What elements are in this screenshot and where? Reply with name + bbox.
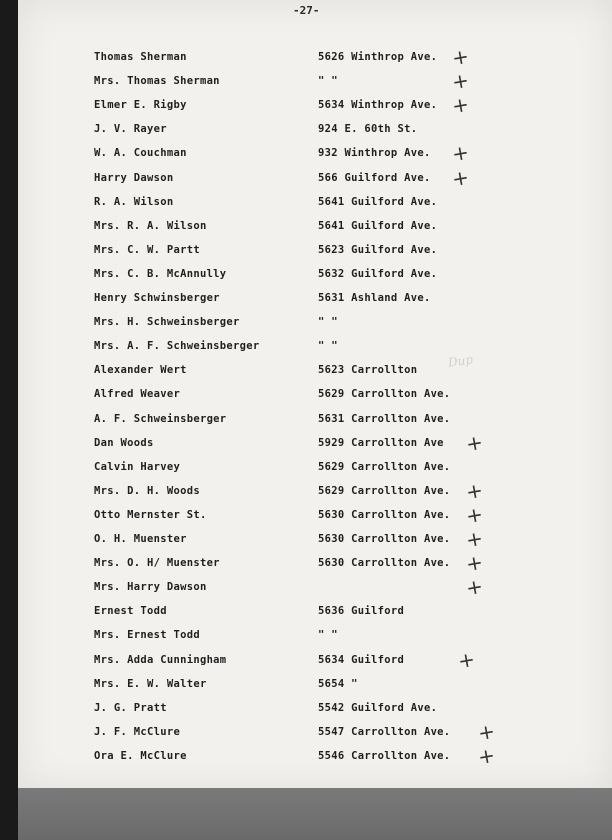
entry-address: " " [318,75,338,88]
list-item [0,429,612,457]
handwritten-check-mark: + [464,429,486,456]
entry-address: 5929 Carrollton Ave [318,436,444,449]
list-item [0,364,612,384]
list-item [0,91,612,119]
list-item [0,501,612,529]
handwritten-check-mark: + [464,501,486,529]
entry-name: J. G. Pratt [94,701,167,714]
entry-address: 932 Winthrop Ave. [318,147,431,160]
handwritten-check-mark: + [450,140,472,167]
entry-address: 5626 Winthrop Ave. [318,51,438,63]
list-item [0,340,612,360]
list-item [0,140,612,167]
entry-name: Mrs. D. H. Woods [94,484,200,497]
list-item [0,477,612,505]
list-item [0,461,612,481]
list-item [0,43,612,71]
faint-annotation: Dup [447,352,474,370]
entry-name: Mrs. Adda Cunningham [94,653,227,666]
handwritten-check-mark: + [476,718,498,746]
handwritten-check-mark: + [464,525,486,553]
list-item [0,244,612,264]
entry-address: 5631 Carrollton Ave. [318,412,451,425]
entry-name: Alexander Wert [94,364,187,377]
handwritten-check-mark: + [450,164,472,191]
entry-name: Mrs. C. W. Partt [94,243,200,256]
entry-name: Elmer E. Rigby [94,99,187,112]
entry-name: Harry Dawson [94,171,174,184]
entry-name: R. A. Wilson [94,195,174,208]
handwritten-check-mark: + [464,573,486,601]
entry-address: 5546 Carrollton Ave. [318,749,451,762]
list-item [0,678,612,698]
entry-name: Henry Schwinsberger [94,292,220,304]
entry-name: O. H. Muenster [94,533,187,545]
entry-address: 5631 Ashland Ave. [318,292,431,304]
entry-name: Mrs. C. B. McAnnully [94,267,227,280]
entry-name: Thomas Sherman [94,51,187,63]
page-number: -27- [293,4,320,17]
entry-name: Calvin Harvey [94,460,181,473]
handwritten-check-mark: + [450,91,472,119]
list-item [0,316,612,336]
list-item [0,67,612,95]
list-item [0,413,612,433]
list-item [0,742,612,770]
entry-address: 5629 Carrollton Ave. [318,460,451,473]
list-item [0,525,612,553]
entry-address: 5634 Winthrop Ave. [318,99,438,112]
entry-name: A. F. Schweinsberger [94,412,227,425]
list-item [0,292,612,312]
list-item [0,605,612,625]
entry-name: Mrs. O. H/ Muenster [94,557,220,570]
list-item [0,220,612,240]
entry-address: 5654 " [318,677,358,690]
entry-name: Mrs. Harry Dawson [94,581,207,594]
entry-name: Mrs. E. W. Walter [94,677,207,690]
entry-name: Mrs. Ernest Todd [94,629,200,642]
list-item [0,196,612,216]
entry-address: 5623 Carrollton [318,364,418,377]
entry-name: Mrs. A. F. Schweinsberger [94,340,260,353]
list-item [0,629,612,649]
entry-name: Otto Mernster St. [94,508,207,521]
handwritten-check-mark: + [476,742,498,770]
list-item [0,123,612,143]
entry-name: Ora E. McClure [94,749,187,762]
handwritten-check-mark: + [464,477,486,505]
scan-bottom-edge [18,788,612,840]
list-item [0,388,612,408]
entry-address: 5630 Carrollton Ave. [318,508,451,521]
entry-address: 5629 Carrollton Ave. [318,484,451,497]
entry-name: W. A. Couchman [94,147,187,160]
entry-address: 5547 Carrollton Ave. [318,725,451,738]
entry-address: 5630 Carrollton Ave. [318,557,451,570]
entry-address: 5641 Guilford Ave. [318,219,438,232]
entry-address: 5629 Carrollton Ave. [318,388,451,401]
list-item [0,718,612,746]
handwritten-check-mark: + [450,67,472,95]
entry-name: Ernest Todd [94,605,167,618]
entry-address: 924 E. 60th St. [318,123,418,136]
entry-address: 5632 Guilford Ave. [318,267,438,280]
entry-name: Mrs. Thomas Sherman [94,75,220,88]
entry-name: Mrs. H. Schweinsberger [94,316,240,329]
entry-name: Mrs. R. A. Wilson [94,219,207,232]
entry-address: " " [318,340,338,353]
entry-address: 5630 Carrollton Ave. [318,533,451,545]
list-item [0,268,612,288]
entry-address: 5636 Guilford [318,605,405,618]
list-item [0,573,612,601]
entry-name: J. V. Rayer [94,123,167,136]
entry-name: J. F. McClure [94,725,181,738]
handwritten-check-mark: + [464,549,486,577]
entry-address: 5623 Guilford Ave. [318,243,438,256]
entry-address: " " [318,629,338,642]
list-item [0,549,612,577]
list-item [0,164,612,192]
handwritten-check-mark: + [450,43,472,71]
entry-address: 5641 Guilford Ave. [318,195,438,208]
entry-address: 5542 Guilford Ave. [318,701,438,714]
list-item [0,702,612,722]
entry-address: " " [318,316,338,329]
list-item [0,646,612,674]
entry-name: Dan Woods [94,436,154,449]
handwritten-check-mark: + [456,646,478,673]
entry-name: Alfred Weaver [94,388,181,401]
entry-address: 566 Guilford Ave. [318,171,431,184]
entry-address: 5634 Guilford [318,653,405,666]
